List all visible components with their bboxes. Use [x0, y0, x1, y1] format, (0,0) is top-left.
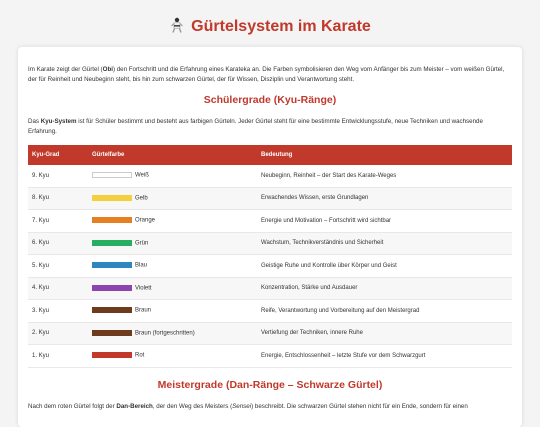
belt-color-swatch — [92, 172, 132, 178]
page-title — [0, 0, 540, 41]
table-row — [28, 165, 512, 187]
meaning-cell: Erwachendes Wissen, erste Grundlagen — [257, 187, 512, 210]
kyu-table — [28, 145, 512, 368]
belt-color-swatch — [92, 352, 132, 358]
karate-icon — [169, 17, 185, 33]
belt-color-cell — [88, 277, 257, 300]
belt-color-name: Grün — [135, 240, 149, 247]
table-row — [28, 255, 512, 278]
kyu-grade-cell: 2. Kyu — [28, 322, 88, 345]
meaning-cell: Geistige Ruhe und Kontrolle über Körper und Geist — [257, 255, 512, 278]
belt-color-swatch — [92, 285, 132, 291]
belt-color-cell — [88, 165, 257, 187]
belt-color-cell — [88, 210, 257, 233]
belt-color-cell — [88, 187, 257, 210]
belt-color-name: Braun (fortgeschritten) — [135, 330, 195, 337]
belt-color-swatch — [92, 240, 132, 246]
kyu-grade-cell: 4. Kyu — [28, 277, 88, 300]
kyu-grade-cell: 7. Kyu — [28, 210, 88, 233]
table-row — [28, 300, 512, 323]
belt-color-cell — [88, 300, 257, 323]
meaning-cell: Wachstum, Technikverständnis und Sicherheit — [257, 232, 512, 255]
table-row — [28, 322, 512, 345]
belt-color-cell — [88, 345, 257, 368]
page-title-text: Gürtelsystem im Karate — [191, 18, 371, 35]
table-row — [28, 187, 512, 210]
header-kyu-grad: Kyu-Grad — [28, 145, 88, 165]
belt-color-name: Orange — [135, 218, 156, 225]
belt-color-name: Violett — [135, 285, 152, 292]
kyu-heading: Schülergrade (Kyu-Ränge) — [203, 94, 337, 106]
table-row — [28, 345, 512, 368]
table-row — [28, 232, 512, 255]
kyu-grade-cell: 5. Kyu — [28, 255, 88, 278]
belt-color-swatch — [92, 195, 132, 201]
belt-color-name: Braun — [135, 308, 152, 315]
belt-color-swatch — [92, 217, 132, 223]
kyu-description: Das Kyu-System ist für Schüler bestimmt und besteht aus farbigen Gürteln. Jeder Gürtel steht für eine bestimmte Entwicklungsstufe, neue Techniken und wachsende Erfahrung. — [28, 118, 483, 135]
dan-description: Nach dem roten Gürtel folgt der Dan-Bereich, der den Weg des Meisters (Sensei) beschreibt. Die schwarzen Gürtel stehen nicht für ein Ende, sondern für einen — [28, 402, 468, 410]
table-header-row — [28, 145, 512, 165]
belt-color-cell — [88, 232, 257, 255]
header-bedeutung: Bedeutung — [257, 145, 512, 165]
table-row — [28, 210, 512, 233]
table-row — [28, 277, 512, 300]
meaning-cell: Reife, Verantwortung und Vorbereitung auf den Meistergrad — [257, 300, 512, 323]
meaning-cell: Energie, Entschlossenheit – letzte Stufe vor dem Schwarzgurt — [257, 345, 512, 368]
content-card — [18, 47, 522, 427]
intro-paragraph: Im Karate zeigt der Gürtel (Obi) den Fortschritt und die Erfahrung eines Karateka an. Die Farben symbolisieren den Weg vom Anfänger bis zum Meister – vom weißen Gürtel, der für Reinheit und Neubeginn steht, bis hin zum schwarzen Gürtel, der für Wissen, Disziplin und Verantwortung steht. — [28, 66, 505, 83]
belt-color-name: Rot — [135, 353, 145, 360]
kyu-grade-cell: 6. Kyu — [28, 232, 88, 255]
belt-color-swatch — [92, 307, 132, 313]
meaning-cell: Neubeginn, Reinheit – der Start des Karate-Weges — [257, 165, 512, 187]
dan-heading: Meistergrade (Dan-Ränge – Schwarze Gürtel) — [157, 378, 383, 391]
belt-color-swatch — [92, 330, 132, 336]
belt-color-cell — [88, 255, 257, 278]
kyu-grade-cell: 9. Kyu — [28, 165, 88, 187]
belt-color-swatch — [92, 262, 132, 268]
kyu-grade-cell: 1. Kyu — [28, 345, 88, 368]
belt-color-name: Gelb — [135, 195, 148, 202]
kyu-grade-cell: 8. Kyu — [28, 187, 88, 210]
kyu-grade-cell: 3. Kyu — [28, 300, 88, 323]
belt-color-name: Weiß — [135, 173, 149, 180]
header-guertelfarbe: Gürtelfarbe — [88, 145, 257, 165]
meaning-cell: Vertiefung der Techniken, innere Ruhe — [257, 322, 512, 345]
meaning-cell: Energie und Motivation – Fortschritt wird sichtbar — [257, 210, 512, 233]
meaning-cell: Konzentration, Stärke und Ausdauer — [257, 277, 512, 300]
belt-color-cell — [88, 322, 257, 345]
belt-color-name: Blau — [135, 263, 148, 270]
